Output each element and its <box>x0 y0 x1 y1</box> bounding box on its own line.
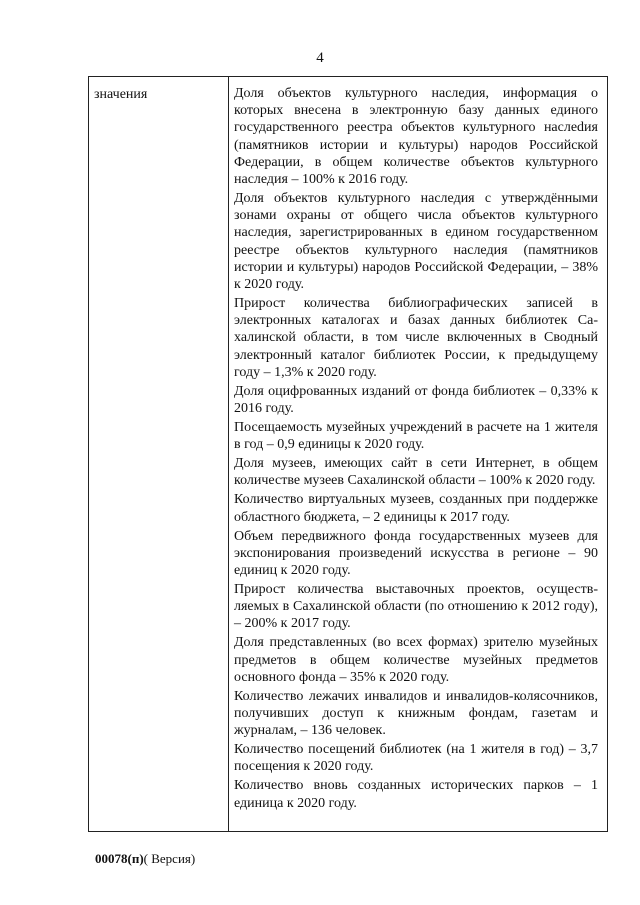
row-label: значения <box>94 87 148 102</box>
indicator-paragraph: Доля объектов культурного наследия с утверждёнными зонами охраны от общего числа объектов культурного наследия, зарегистрированных в едином государственном реестре объектов культурного наследия (памятников истории и культуры) народов Российской Федерации, – 38% к 2020 году. <box>234 191 598 293</box>
indicator-paragraph: Доля представленных (во всех формах) зрителю музейных предметов в общем количестве музейных предметов основного фонда – 35% к 2020 году. <box>234 635 598 685</box>
document-footer <box>95 851 195 867</box>
document-version: ( Версия) <box>143 851 196 866</box>
indicator-paragraph: Количество посещений библиотек (на 1 жителя в год) – 3,7 посещения к 2020 году. <box>234 742 598 775</box>
indicator-paragraph: Доля музеев, имеющих сайт в сети Интернет, в общем количестве музеев Сахалинской области – 100% к 2020 году. <box>234 456 598 489</box>
indicator-table <box>88 76 608 832</box>
indicator-paragraph: Количество лежачих инвалидов и инвалидов-колясочников, получивших доступ к книжным фондам, газетам и журналам, – 136 человек. <box>234 688 598 739</box>
indicator-paragraph: Посещаемость музейных учреждений в расчете на 1 жителя в год – 0,9 единицы к 2020 году. <box>234 420 598 453</box>
document-code: 00078(п) <box>95 851 144 866</box>
column-divider <box>228 77 229 831</box>
indicator-paragraph: Количество вновь созданных исторических парков – 1 единица к 2020 году. <box>234 778 598 811</box>
indicator-paragraph: Доля объектов культурного наследия, информация о которых внесена в электронную базу данных единого государственного реестра объектов культурного наслеdия (памятников истории и культуры) народов Российской Федерации, в общем количестве объектов культурного наследия – 100% к 2016 году. <box>234 86 598 188</box>
indicator-paragraph: Объем передвижного фонда государственных музеев для экспонирования произведений искусства в регионе – 90 единиц к 2020 году. <box>234 528 598 579</box>
indicator-paragraph: Доля оцифрованных изданий от фонда библиотек – 0,33% к 2016 году. <box>234 383 598 417</box>
page-number: 4 <box>316 50 324 66</box>
indicator-values-cell <box>234 85 598 814</box>
indicator-paragraph: Прирост количества библиографических записей в электронных каталогах и базах данных библиотек Сахалинской области, в том числе включенных в Сводный электронный каталог библиотек России, к предыдущему году – 1,3% к 2020 году. <box>234 296 598 380</box>
indicator-paragraph: Прирост количества выставочных проектов, осуществляемых в Сахалинской области (по отношению к 2012 году), – 200% к 2017 году. <box>234 582 598 632</box>
indicator-paragraph: Количество виртуальных музеев, созданных при поддержке областного бюджета, – 2 единицы к 2017 году. <box>234 492 598 525</box>
